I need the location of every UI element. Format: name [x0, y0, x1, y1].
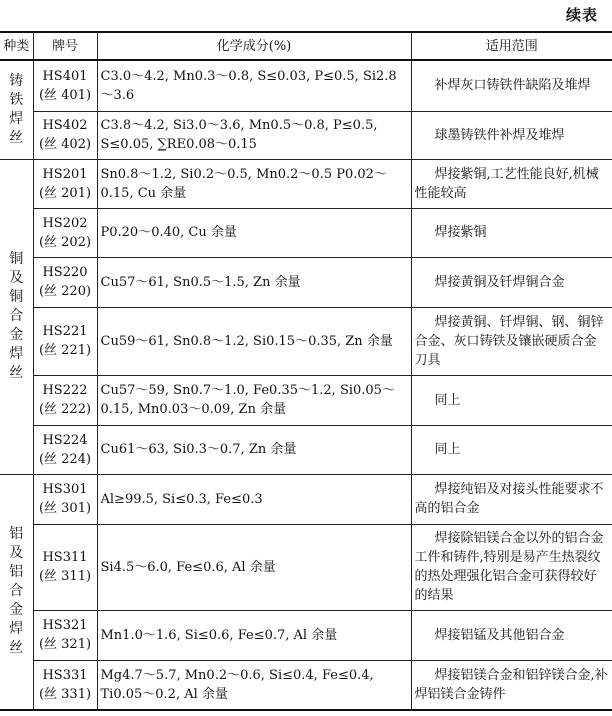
grade-cell: HS224 (丝 224): [33, 425, 97, 474]
usage-cell: 补焊灰口铸铁件缺陷及堆焊: [411, 60, 612, 111]
usage-cell: 焊接紫铜: [411, 208, 612, 257]
composition-cell: P0.20～0.40, Cu 余量: [97, 208, 411, 257]
category-cast-iron: 铸铁焊丝: [0, 60, 33, 159]
table-row: [0, 111, 612, 159]
composition-cell: C3.0～4.2, Mn0.3～0.8, S≤0.03, P≤0.5, Si2.8～3.6: [97, 60, 411, 111]
composition-cell: Mg4.7～5.7, Mn0.2～0.6, Si≤0.4, Fe≤0.4, Ti0.05～0.2, Al 余量: [97, 660, 411, 710]
grade-cell: HS221 (丝 221): [33, 307, 97, 375]
header-row: [0, 32, 612, 60]
table-row: [0, 474, 612, 524]
grade-cell: HS331 (丝 331): [33, 660, 97, 710]
welding-wire-table: [0, 31, 612, 711]
usage-cell: 同上: [411, 425, 612, 474]
usage-cell: 焊接铝锰及其他铝合金: [411, 610, 612, 660]
table-row: [0, 257, 612, 307]
grade-cell: HS202 (丝 202): [33, 208, 97, 257]
table-row: [0, 60, 612, 111]
usage-cell: 同上: [411, 375, 612, 425]
grade-cell: HS201 (丝 201): [33, 159, 97, 208]
grade-cell: HS222 (丝 222): [33, 375, 97, 425]
category-aluminum: 铝及铝合金焊丝: [0, 474, 33, 710]
usage-cell: 焊接黄铜及钎焊铜合金: [411, 257, 612, 307]
composition-cell: C3.8～4.2, Si3.0～3.6, Mn0.5～0.8, P≤0.5, S≤0.05, ∑RE0.08～0.15: [97, 111, 411, 159]
usage-cell: 焊接铝镁合金和铝锌镁合金,补焊铝镁合金铸件: [411, 660, 612, 710]
continued-label: 续表: [565, 6, 598, 24]
header-usage: 适用范围: [411, 32, 612, 60]
composition-cell: Cu61～63, Si0.3～0.7, Zn 余量: [97, 425, 411, 474]
table-row: [0, 425, 612, 474]
grade-cell: HS301 (丝 301): [33, 474, 97, 524]
usage-cell: 焊接纯铝及对接头性能要求不高的铝合金: [411, 474, 612, 524]
table-row: [0, 159, 612, 208]
header-grade: 牌号: [33, 32, 97, 60]
grade-cell: HS402 (丝 402): [33, 111, 97, 159]
composition-cell: Sn0.8～1.2, Si0.2～0.5, Mn0.2～0.5 P0.02～0.15, Cu 余量: [97, 159, 411, 208]
usage-cell: 球墨铸铁件补焊及堆焊: [411, 111, 612, 159]
composition-cell: Cu57～61, Sn0.5～1.5, Zn 余量: [97, 257, 411, 307]
table-row: [0, 610, 612, 660]
composition-cell: Si4.5～6.0, Fe≤0.6, Al 余量: [97, 524, 411, 610]
grade-cell: HS321 (丝 321): [33, 610, 97, 660]
category-copper: 铜及铜合金焊丝: [0, 159, 33, 474]
composition-cell: Al≥99.5, Si≤0.3, Fe≤0.3: [97, 474, 411, 524]
composition-cell: Mn1.0～1.6, Si≤0.6, Fe≤0.7, Al 余量: [97, 610, 411, 660]
usage-cell: 焊接紫铜,工艺性能良好,机械性能较高: [411, 159, 612, 208]
header-category: 种类: [0, 32, 33, 60]
composition-cell: Cu59～61, Sn0.8～1.2, Si0.15～0.35, Zn 余量: [97, 307, 411, 375]
table-row: [0, 307, 612, 375]
table-row: [0, 208, 612, 257]
grade-cell: HS401 (丝 401): [33, 60, 97, 111]
grade-cell: HS220 (丝 220): [33, 257, 97, 307]
usage-cell: 焊接黄铜、钎焊铜、钢、铜锌合金、灰口铸铁及镶嵌硬质合金刀具: [411, 307, 612, 375]
grade-cell: HS311 (丝 311): [33, 524, 97, 610]
composition-cell: Cu57～59, Sn0.7～1.0, Fe0.35～1.2, Si0.05～0.15, Mn0.03～0.09, Zn 余量: [97, 375, 411, 425]
table-row: [0, 660, 612, 710]
table-row: [0, 375, 612, 425]
header-composition: 化学成分(%): [97, 32, 411, 60]
usage-cell: 焊接除铝镁合金以外的铝合金工件和铸件,特别是易产生热裂纹的热处理强化铝合金可获得较好的结果: [411, 524, 612, 610]
table-row: [0, 524, 612, 610]
